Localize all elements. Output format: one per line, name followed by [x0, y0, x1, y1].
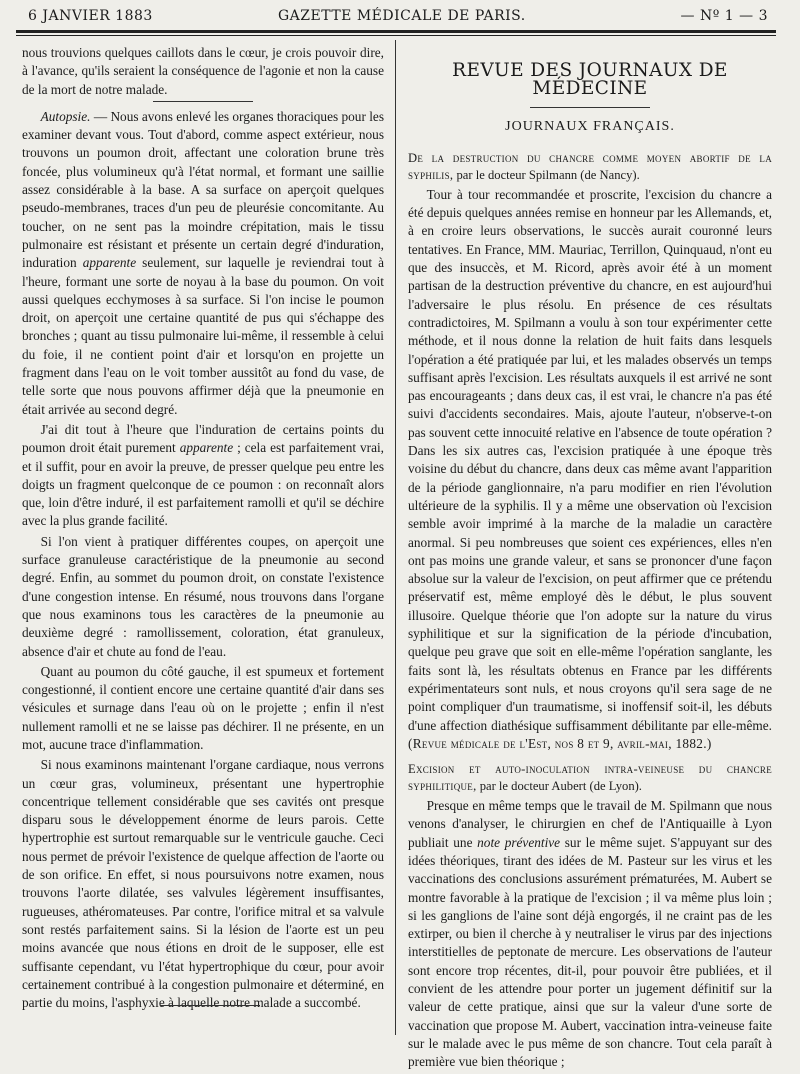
paragraph [408, 186, 772, 753]
article-author: par le docteur Spilmann (de Nancy). [453, 167, 640, 182]
article-source: (Revue médicale de l'Est, nos 8 et 9, avril-mai, 1882.) [408, 735, 712, 751]
page-number: — Nº 1 — 3 [680, 8, 768, 24]
emphasis: apparente [179, 440, 234, 456]
article-heading [408, 150, 772, 184]
section-title: REVUE DES JOURNAUX DE MÉDECINE [452, 60, 728, 100]
subsection-title: JOURNAUX FRANÇAIS. [505, 118, 675, 134]
header-rule-thin [16, 35, 776, 36]
text-run: — Nous avons enlevé les organes thoraciques pour les examiner devant vous. Tout d'abord, comme aspect extérieur, nous trouvons un poumon droit, affectant une coloration brune très foncée, plus volumineux qu'à l'état normal, et formant une saillie assez considérable à la base. A sa surface on aperçoit quelques pseudo-membranes, traces d'un peu de pleurésie concomitante. Au toucher, on ne sent pas la moindre crépitation, mais le tissu pulmonaire est résistant et présente un certain degré d'induration, induration [22, 108, 384, 271]
article-title: De la destruction du chancre comme moyen abortif de la syphilis, [408, 150, 772, 182]
header-rule-thick [16, 30, 776, 33]
text-run: Tour à tour recommandée et proscrite, l'excision du chancre a été depuis quelques années remise en honneur par les Allemands, et, à en croire leurs observations, le succès aurait couronné leurs tentatives. En France, MM. Mauriac, Terrillon, Quinquaud, n'ont eu que des insuccès, et M. Ricord, après avoir été à un moment partisan de la destruction préventive du chancre, en est aujourd'hui l'adversaire le plus résolu. En présence de ces résultats contradictoires, M. Spilmann a voulu à son tour expérimenter cette méthode, et il nous donne la relation de huit faits dans lesquels l'opération a été pratiquée par lui, et les malades observés un temps suffisant après l'excision. Les résultats auxquels il est arrivé ne sont pas encourageants ; dans deux cas, il est vrai, le chancre n'a pas été suivi d'accidents secondaires. Mais, ajoute l'auteur, n'observe-t-on pas souvent cette innocuité relative en l'absence de toute opération ? Dans les six autres cas, l'excision pratiquée à une époque très voisine du début du chancre, dans deux cas même avant l'apparition de la période ganglionnaire, n'a paru modifier en rien l'évolution ultérieure de la syphilis. Il y a même une observation où l'excision semble avoir imprimé à la marche de la maladie un caractère anormal. Si peu nombreuses que soient ces expériences, elles n'en ont pas moins une grande valeur, et sans se prononcer d'une façon absolue sur la valeur de l'excision, on peut affirmer que ce prétendu préservatif est, même employé dès le début, le plus souvent illusoire. Quelque théorie que l'on adopte sur la nature du virus syphilitique et sur la signification de la période d'incubation, quelque peu grave que soit en elle-même l'opération sanglante, les faits sont là, les résultats obtenus en France par les différents expérimentateurs sont nuls, et nous croyons qu'il sera sage de ne point compliquer d'un traumatisme, si inoffensif soit-il, les débuts d'une affection diathésique suffisamment débilitante par elle-même. [408, 186, 772, 733]
article-end-rule [160, 1005, 260, 1006]
right-column [408, 44, 772, 1074]
section-divider [530, 107, 650, 108]
article-heading [408, 761, 772, 795]
publication-title: GAZETTE MÉDICALE DE PARIS. [278, 8, 526, 24]
paragraph: nous trouvions quelques caillots dans le cœur, je crois pouvoir dire, à l'avance, qu'ils seraient la conséquence de l'agonie et non la cause de la mort de notre malade. [22, 45, 384, 97]
left-column [22, 44, 384, 1014]
emphasis: apparente [82, 255, 137, 271]
paragraph [22, 421, 384, 531]
issue-date: 6 JANVIER 1883 [28, 8, 153, 24]
text-run: seulement, sur laquelle je reviendrai tout à l'heure, formant une sorte de noyau à la base du poumon. On voit aussi quelques ecchymoses à sa surface. Si l'on incise le poumon droit, on aperçoit une certaine quantité de pus qui s'échappe des bronches ; quant au tissu pulmonaire lui-même, il ressemble à celui du foie, il ne contient point d'air et lorsqu'on en projette un fragment dans l'eau on le voit tomber aussitôt au fond du vase, de telle sorte que nous pouvons affirmer déjà que la pneumonie en était arrivée au second degré. [22, 255, 385, 417]
page-header [28, 8, 768, 30]
text-run: ; cela est parfaitement vrai, et il suffit, pour en avoir la preuve, de presser quelque peu entre les doigts un fragment quelconque de ce poumon : on reconnaît alors que, loin d'être induré, il est parfaitement ramolli et qu'il se déchire avec la plus grande facilité. [22, 440, 384, 529]
autopsie-label: Autopsie. [40, 108, 91, 124]
paragraph: Si l'on vient à pratiquer différentes coupes, on aperçoit une surface granuleuse caractéristique de la pneumonie au second degré. Enfin, au sommet du poumon droit, on constate l'existence d'une congestion intense. En résumé, nous trouvons dans l'organe que nous examinons tous les caractères de la pneumonie au deuxième degré : ramollissement, coloration, état granuleux, absence d'air et chute au fond de l'eau. [22, 533, 384, 659]
paragraph: Quant au poumon du côté gauche, il est spumeux et fortement congestionné, il contient encore une certaine quantité d'air dans ses vésicules et surnage dans l'eau où on le projette ; enfin il n'est nullement ramolli et ne se laisse pas déchirer. Il ne présente, en un mot, aucune trace d'inflammation. [22, 663, 384, 752]
section-divider [153, 101, 253, 102]
article-title: Excision et auto-inoculation intra-veineuse du chancre syphilitique, [408, 762, 772, 794]
paragraph [408, 797, 772, 1071]
column-divider [395, 40, 396, 1035]
text-run: J'ai dit tout à l'heure que l'induration de certains points du poumon droit était purement [22, 421, 384, 456]
emphasis: note préventive [477, 834, 561, 850]
article-author: par le docteur Aubert (de Lyon). [476, 779, 642, 794]
paragraph-autopsie [22, 108, 384, 419]
text-run: Presque en même temps que le travail de M. Spilmann que nous venons d'analyser, le chirurgien en chef de l'Antiquaille à Lyon publiait une [408, 798, 772, 850]
paragraph: Si nous examinons maintenant l'organe cardiaque, nous verrons un cœur gras, volumineux, présentant une hypertrophie concentrique tellement considérable que ses cavités ont presque disparu sous le développement énorme de leurs parois. Cette hypertrophie est surtout remarquable sur le ventricule gauche. Ceci nous permet de prévoir l'existence de quelque affection de l'aorte ou de son orifice. En effet, si nous poursuivons notre examen, nous trouvons l'aorte dilatée, ses valvules légèrement insuffisantes, rugueuses, athéromateuses. Par contre, l'orifice mitral et sa valvule sont restés parfaitement sains. Si la lésion de l'aorte est un peu moins avancée que nous étions en droit de le supposer, elle est suffisante cependant, vu l'état hypertrophique du cœur, pour avoir certainement contribué à la congestion pulmonaire et déterminé, en partie du moins, l'asphyxie à laquelle notre malade a succombé. [22, 757, 384, 1011]
text-run: sur le même sujet. S'appuyant sur des idées théoriques, tirant des idées de M. Pasteur sur les virus et les vaccinations des conclusions assurément prématurées, M. Aubert se montre favorable à la pratique de l'excision ; il va même plus loin ; si les ganglions de l'aine sont déjà engorgés, il ne craint pas de les extirper, ou bien il cherche à y neutraliser le virus par des injections interstitielles de peptonate de mercure. Les observations de l'auteur sont encore trop récentes, dit-il, pour pouvoir être publiées, et il convient de les attendre pour porter un jugement définitif sur la valeur de cette pratique, ainsi que sur la valeur d'une sorte de vaccination que propose M. Aubert, vaccination intra-veineuse faite sur le malade avec le pus même de son chancre. Tout cela paraît à première vue bien théorique ; [408, 834, 772, 1070]
